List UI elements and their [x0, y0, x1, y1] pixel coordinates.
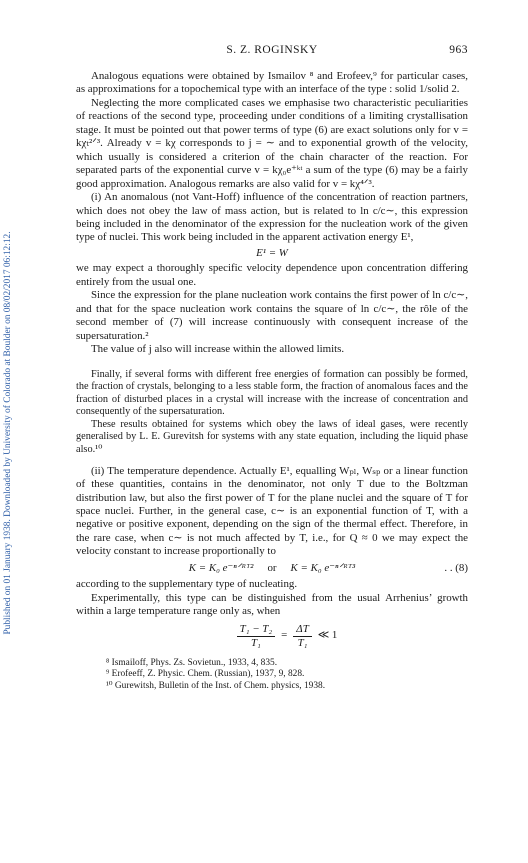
paragraph-nucleation-work: Since the expression for the plane nucleation work contains the first power of ln c/c∼, and that for the space nucleation work contains the square of ln c/c∼, the rôle of the second member of (7) will increase continuously with consequent increase of the supersaturation.² [76, 289, 468, 342]
paragraph-second-type: Neglecting the more complicated cases we emphasise two characteristic peculiarities of reactions of the second type, proceeding under conditions of a limiting crystallisation stage. It must be pointed out that power terms of type (6) are exact solutions only for v = kχₜ²ᐟ³. Already v = kχ corresponds to j = ∼ and to exponential growth of the velocity, which usually is considered a criterion of the chain character of the reaction. For separated parts of the exponential curve v = kχ₀e⁺ᵏᵗ a sum of the type (6) may be a fairly good approximation. Analogous remarks are also valid for v = kχ⁴ᐟ³. [76, 96, 468, 190]
equation-8-or: or [267, 561, 277, 574]
page-header [76, 44, 468, 60]
footnote-8: ⁸ Ismailoff, Phys. Zs. Sovietun., 1933, 4, 835. [106, 657, 278, 668]
paragraph-arrhenius: Experimentally, this type can be distinguished from the usual Arrhenius’ growth within a large temperature range only as, when [76, 591, 468, 618]
fraction-1-denominator: T₁ [250, 636, 261, 649]
footnote-9: ⁹ Erofeeff, Z. Physic. Chem. (Russian), 1937, 9, 828. [106, 669, 305, 680]
page-number: 963 [449, 44, 468, 56]
equation-8 [76, 562, 468, 575]
fraction-2 [293, 623, 311, 650]
paragraph-velocity-dependence: we may expect a thoroughly specific velocity dependence upon concentration differing entirely from the usual one. [76, 262, 468, 288]
paragraph-temperature-dependence: (ii) The temperature dependence. Actually E¹, equalling Wₚₗ, Wₛₚ or a linear function of these quantities, contains in the denominator, not only T due to the Boltzman distribution law, but also the first power of T for the plane nuclei and the square of T for space nuclei. Further, in the general case, c∼ is an exponential function of T, with a negative or positive exponent, depending on the sign of the thermal effect. Therefore, in the rare case, when c∼ is not much affected by T, i.e., for Q ≈ 0 we may expect the velocity constant to increase proportionally to [76, 464, 468, 558]
footnote-10: ¹⁰ Gurewitsh, Bulletin of the Inst. of Chem. physics, 1938. [106, 680, 326, 691]
paragraph-value-j: The value of j also will increase within the allowed limits. [91, 343, 345, 356]
equation-8-left: K = K₀ e⁻ⁿᐟᴿᵀ² [188, 561, 254, 574]
footnotes [106, 658, 468, 693]
equation-8-right: K = K₀ e⁻ⁿᐟᴿᵀ³ [290, 561, 356, 574]
equation-activation-energy: E¹ = W [256, 246, 288, 259]
equals-sign: = [281, 629, 288, 642]
equation-8-number: . . (8) [444, 561, 468, 574]
publication-sidebar [2, 18, 14, 848]
fraction-1 [237, 623, 275, 650]
paragraph-free-energies: Finally, if several forms with different free energies of formation can possibly be formed, the fraction of crystals, belonging to a less stable form, the fraction of anomalous faces and the fraction of disturbed places in a crystal will increase with the increase of concentration and consequently of the supersaturation. [76, 368, 468, 418]
fraction-1-numerator: T₁ − T₂ [237, 623, 275, 637]
section-gap [76, 357, 468, 369]
article-body [76, 70, 468, 692]
section-gap [76, 457, 468, 465]
equation-temperature-ratio [106, 623, 468, 650]
paragraph-concentration: (i) An anomalous (not Vant-Hoff) influence of the concentration of reaction partners, which does not obey the law of mass action, but is related to ln c/c∼, this expression being included in the denominator of the expression for the nucleation work of the given type of nuclei. This work being included in the apparent activation energy E¹, [76, 191, 468, 244]
fraction-2-denominator: T₁ [297, 636, 308, 649]
publication-sidebar-text: Published on 01 January 1938. Downloaded by University of Colorado at Boulder on 08/02/2017 06:12:12. [3, 231, 13, 635]
paragraph-gurevitsh: These results obtained for systems which obey the laws of ideal gases, were recently generalised by L. E. Gurevitsh for systems with any state equation, including the liquid phase also.¹⁰ [76, 418, 468, 456]
paragraph-supplementary: according to the supplementary type of nucleating. [76, 578, 298, 591]
fraction-2-numerator: ΔT [293, 623, 311, 637]
much-less-than-one: ≪ 1 [317, 629, 338, 642]
paragraph-analogous-equations: Analogous equations were obtained by Ismailov ⁸ and Erofeev,⁹ for particular cases, as approximations for a topochemical type with an interface of the type : solid 1/solid 2. [76, 70, 468, 96]
running-title: S. Z. ROGINSKY [226, 44, 318, 56]
